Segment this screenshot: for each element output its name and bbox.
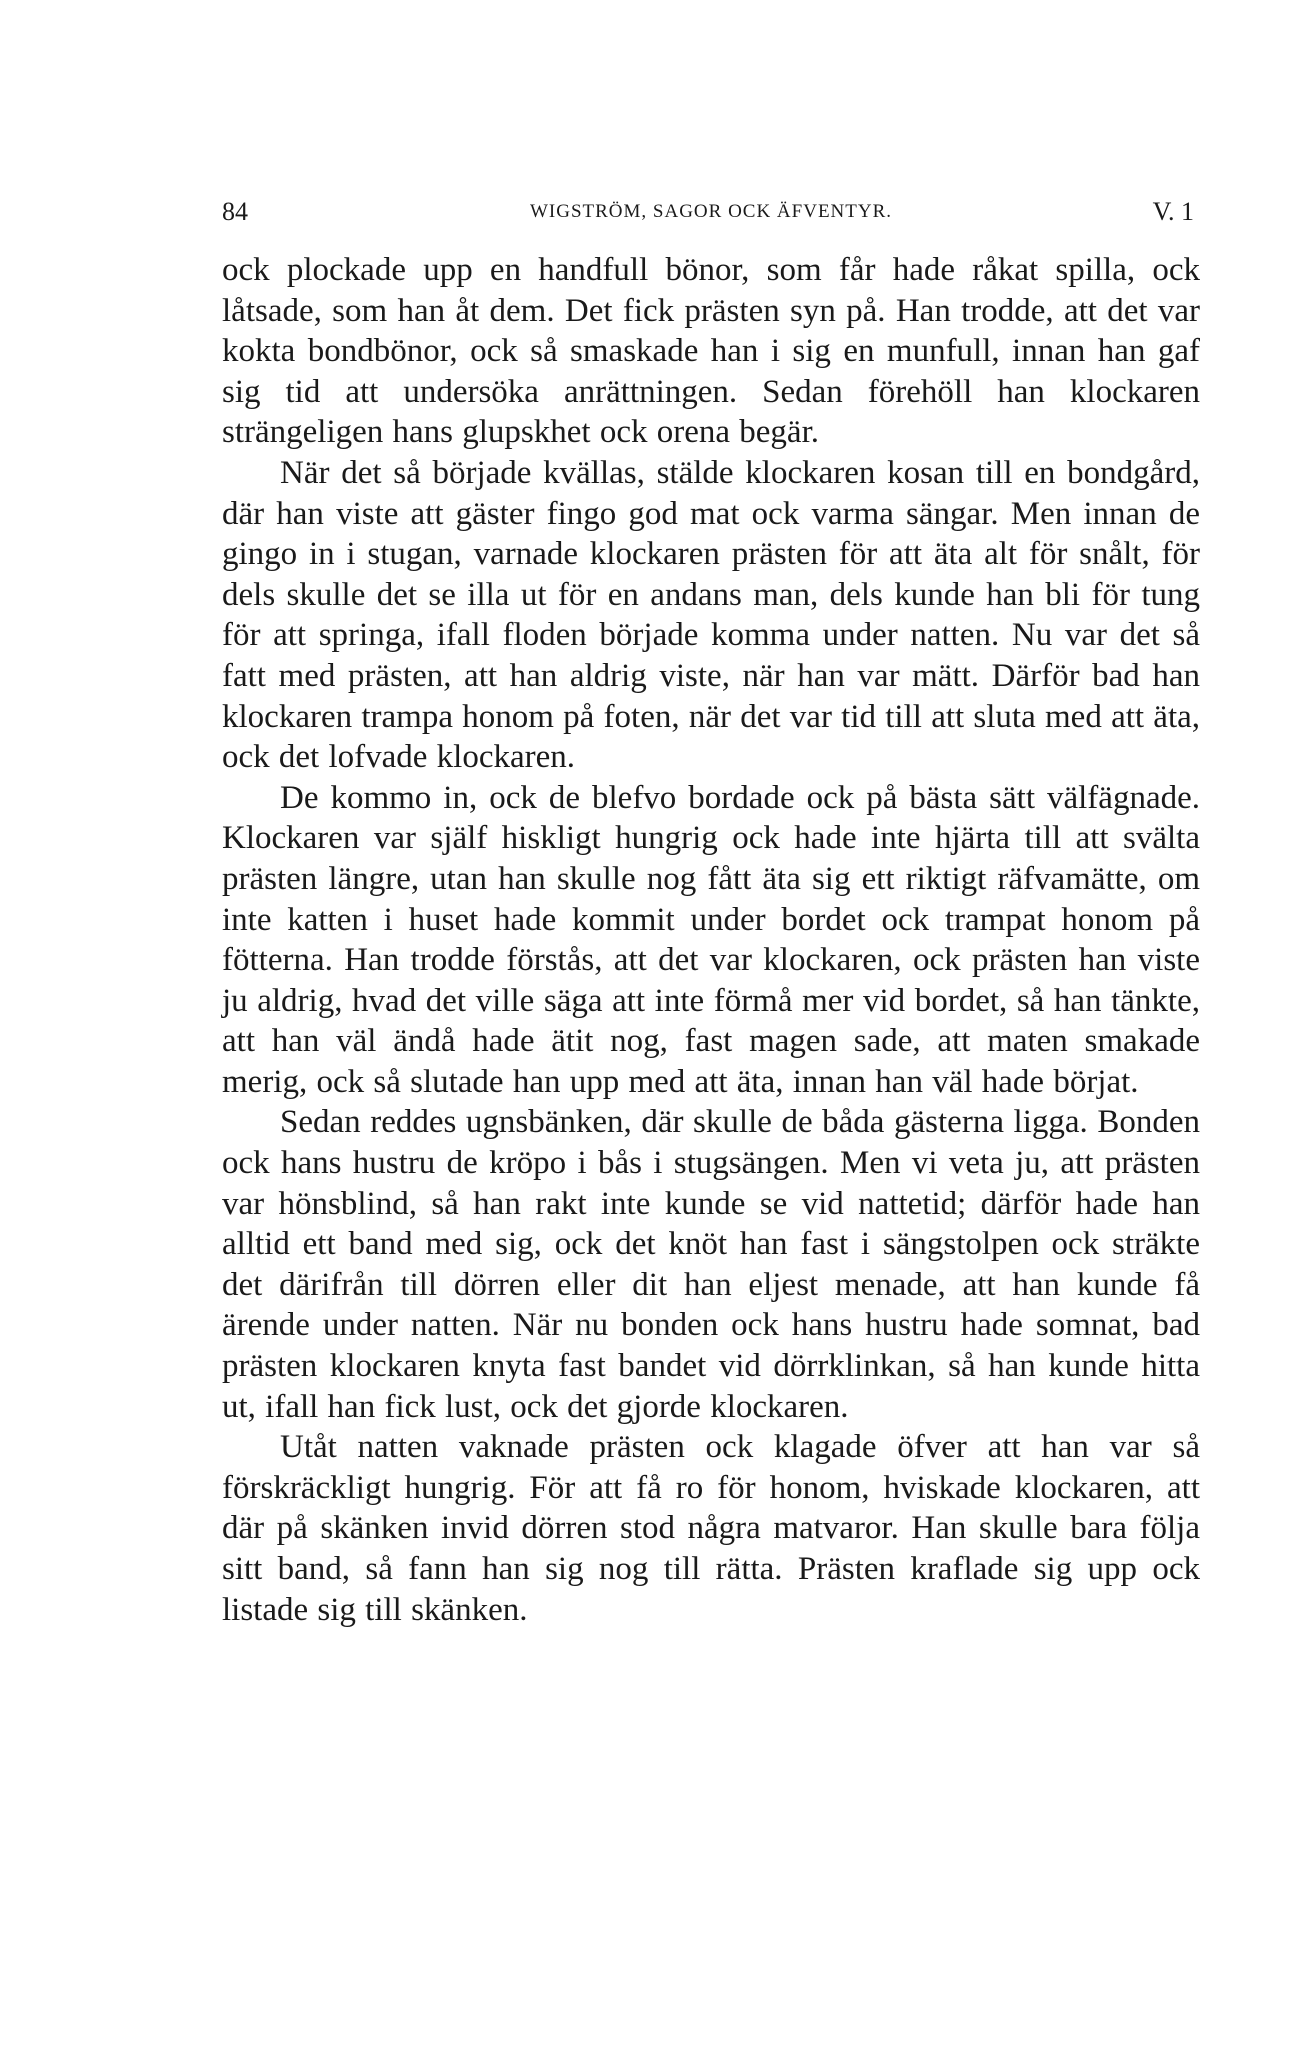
page-number: 84 xyxy=(222,197,248,226)
paragraph-1: ock plockade upp en handfull bönor, som får hade råkat spilla, ock låtsade, som han åt dem. Det fick prästen syn på. Han trodde, att det var kokta bondbönor, ock så smaskade han i sig en munfull, innan han gaf sig tid att undersöka anrättningen. Sedan förehöll han klockaren strängeligen hans glupskhet ock orena begär. xyxy=(222,252,1200,451)
book-page xyxy=(222,192,1200,1630)
paragraph-3: De kommo in, ock de blefvo bordade ock på bästa sätt välfägnade. Klockaren var själf hiskligt hungrig ock hade inte hjärta till att svälta prästen längre, utan han skulle nog fått äta sig ett riktigt räfvamätte, om inte katten i huset hade kommit under bordet ock trampat honom på fötterna. Han trodde förstås, att det var klockaren, ock prästen han viste ju aldrig, hvad det ville säga att inte förmå mer vid bordet, så han tänkte, att han väl ändå hade ätit nog, fast magen sade, att maten smakade merig, ock så slutade han upp med att äta, innan han väl hade börjat. xyxy=(222,779,1200,1100)
running-head xyxy=(222,192,1200,232)
paragraph-2: När det så började kvällas, stälde klockaren kosan till en bondgård, där han viste att gäster fingo god mat ock varma sängar. Men innan de gingo in i stugan, varnade klockaren prästen för att äta alt för snålt, för dels skulle det se illa ut för en andans man, dels kunde han bli för tung för att springa, ifall floden började komma under natten. Nu var det så fatt med prästen, att han aldrig viste, när han var mätt. Därför bad han klockaren trampa honom på foten, när det var tid till att sluta med att äta, ock det lofvade klockaren. xyxy=(222,454,1201,776)
body-text xyxy=(222,250,1200,1630)
volume-number: V. 1 xyxy=(1152,197,1194,226)
paragraph-5: Utåt natten vaknade prästen ock klagade öfver att han var så förskräckligt hungrig. För att få ro för honom, hviskade klockaren, att där på skänken invid dörren stod några matvaror. Han skulle bara följa sitt band, så fann han sig nog till rätta. Prästen kraflade sig upp ock listade sig till skänken. xyxy=(222,1429,1200,1628)
paragraph-4: Sedan reddes ugnsbänken, där skulle de båda gästerna ligga. Bonden ock hans hustru de kröpo i bås i stugsängen. Men vi veta ju, att prästen var hönsblind, så han rakt inte kunde se vid nattetid; därför hade han alltid ett band med sig, ock det knöt han fast i sängstolpen ock sträkte det därifrån till dörren eller dit han eljest menade, att han kunde få ärende under natten. När nu bonden ock hans hustru hade somnat, bad prästen klockaren knyta fast bandet vid dörrklinkan, så han kunde hitta ut, ifall han fick lust, ock det gjorde klockaren. xyxy=(222,1104,1200,1425)
running-title: WIGSTRÖM, SAGOR OCK ÄFVENTYR. xyxy=(529,201,893,222)
